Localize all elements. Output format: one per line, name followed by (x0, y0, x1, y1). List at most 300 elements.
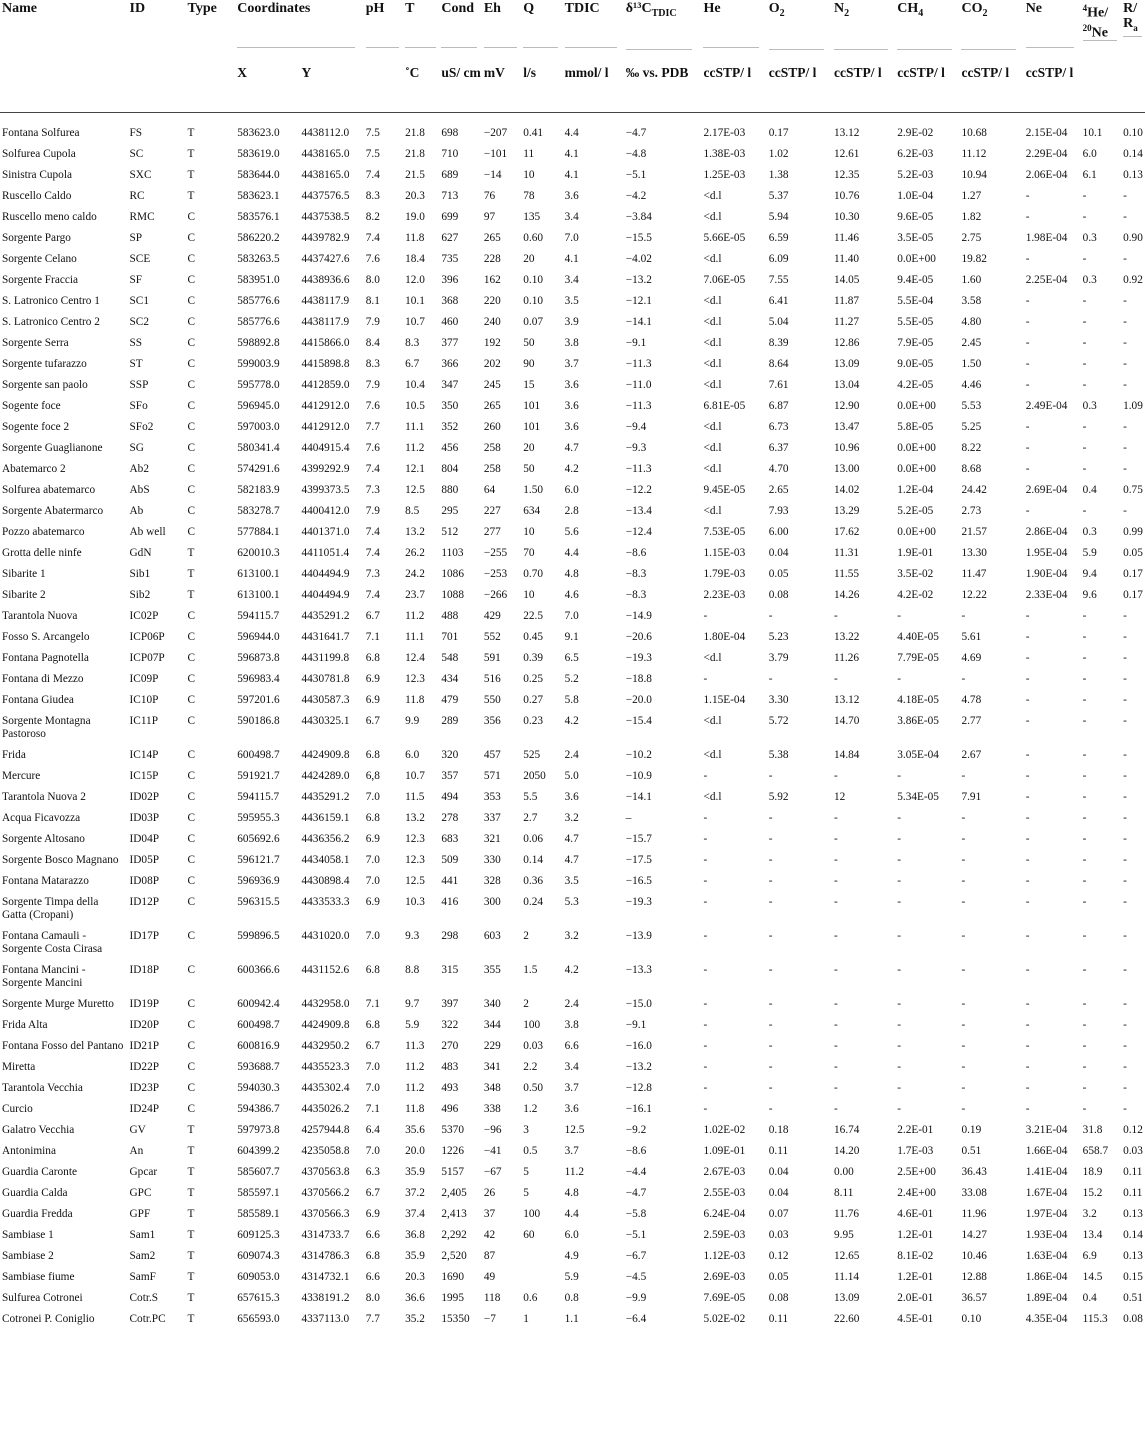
table-cell: 1.09 (1123, 399, 1143, 412)
table-cell: 4314786.3 (301, 1249, 350, 1262)
table-cell: 0.45 (523, 630, 543, 643)
table-cell: ID04P (129, 832, 160, 845)
table-cell: 4412912.0 (301, 420, 350, 433)
table-cell: 4.2 (564, 963, 579, 976)
table-cell: 1.97E-04 (1025, 1207, 1068, 1220)
table-cell: 591921.7 (237, 769, 280, 782)
table-cell: −6.4 (625, 1312, 647, 1325)
table-cell: −11.3 (625, 399, 652, 412)
table-cell: 2 (523, 997, 529, 1010)
table-cell: 0.12 (768, 1249, 789, 1262)
table-cell: 7.0 (365, 929, 380, 942)
table-cell: <d.l (703, 748, 722, 761)
table-cell: 31.8 (1082, 1123, 1103, 1136)
table-cell: 3.9 (564, 315, 579, 328)
table-cell: 4436356.2 (301, 832, 350, 845)
table-cell: 20 (523, 441, 535, 454)
table-cell: 2.55E-03 (703, 1186, 746, 1199)
table-cell: 0.10 (523, 273, 543, 286)
table-cell: 12.86 (834, 336, 860, 349)
table-cell: 7.0 (365, 790, 380, 803)
table-cell: 4435291.2 (301, 609, 350, 622)
table-cell: 1.89E-04 (1025, 1291, 1068, 1304)
table-cell: 804 (441, 462, 459, 475)
table-cell: T (187, 546, 195, 559)
table-cell: 24.42 (961, 483, 987, 496)
table-cell: - (961, 672, 966, 685)
table-cell: 5370 (441, 1123, 464, 1136)
site-name-cell: Fontana Mancini - Sorgente Mancini (2, 963, 86, 989)
table-cell: 24.2 (405, 567, 425, 580)
table-cell: 6.9 (365, 1207, 380, 1220)
table-cell: - (961, 997, 966, 1010)
table-cell: 0.3 (1082, 273, 1097, 286)
table-cell: 2.15E-04 (1025, 126, 1068, 139)
table-cell: - (1123, 294, 1127, 307)
table-cell: 350 (441, 399, 459, 412)
table-cell: - (703, 1018, 708, 1031)
table-cell: C (187, 693, 196, 706)
table-cell: - (834, 895, 838, 908)
table-cell (523, 1246, 564, 1267)
table-cell: - (1082, 189, 1087, 202)
table-cell: 3.79 (768, 651, 789, 664)
table-cell: 4.2E-05 (897, 378, 934, 391)
table-row (0, 228, 1145, 249)
table-cell: 516 (483, 672, 501, 685)
table-cell: 5.2 (564, 672, 579, 685)
table-cell: 4337113.0 (301, 1312, 350, 1325)
table-cell: 0.11 (768, 1144, 789, 1157)
table-cell: T (187, 147, 195, 160)
table-cell: - (1123, 630, 1127, 643)
table-cell: C (187, 231, 196, 244)
table-cell: 12.65 (834, 1249, 860, 1262)
table-cell: - (768, 963, 773, 976)
table-cell: 596983.4 (237, 672, 280, 685)
table-cell: 658.7 (1082, 1144, 1109, 1157)
table-cell: IC11P (129, 714, 158, 727)
site-name-cell: Sorgente san paolo (2, 378, 88, 391)
table-cell: 4434058.1 (301, 853, 350, 866)
site-name-cell: Sulfurea Cotronei (2, 1291, 83, 1304)
table-cell: 12.1 (405, 462, 425, 475)
table-cell: −4.7 (625, 1186, 647, 1199)
site-name-cell: Miretta (2, 1060, 36, 1073)
table-cell: −9.1 (625, 336, 647, 349)
table-cell: - (897, 895, 901, 908)
table-cell: 583623.0 (237, 126, 280, 139)
table-cell: 3.6 (564, 1102, 579, 1115)
table-cell: 16.74 (834, 1123, 860, 1136)
table-cell: 322 (441, 1018, 459, 1031)
table-cell: 5.02E-02 (703, 1312, 746, 1325)
table-cell: - (768, 929, 773, 942)
table-cell: 76 (483, 189, 496, 202)
table-cell: 4404494.9 (301, 588, 350, 601)
table-cell: 1.27 (961, 189, 982, 202)
table-cell: 35.9 (405, 1249, 425, 1262)
table-cell: C (187, 210, 196, 223)
table-cell: GdN (129, 546, 152, 559)
table-cell: - (1082, 462, 1087, 475)
table-cell: 70 (523, 546, 535, 559)
col-n2-header: $N_2$ (834, 0, 897, 50)
site-name-cell: Mercure (2, 769, 41, 782)
table-cell: 591 (483, 651, 501, 664)
table-cell: 5.5E-04 (897, 294, 934, 307)
table-cell: −10.9 (625, 769, 652, 782)
table-cell: 2,292 (441, 1228, 467, 1241)
table-cell: - (1082, 378, 1087, 391)
table-cell: 4412912.0 (301, 399, 350, 412)
table-row (0, 522, 1145, 543)
table-cell: 1.2E-01 (897, 1228, 934, 1241)
table-cell: 0.10 (1123, 126, 1143, 139)
table-cell: 270 (441, 1039, 459, 1052)
table-cell: - (1025, 252, 1030, 265)
table-cell: - (1123, 441, 1127, 454)
table-cell: 101 (523, 399, 541, 412)
table-cell: 512 (441, 525, 459, 538)
table-cell: 14.5 (1082, 1270, 1103, 1283)
table-cell: C (187, 399, 196, 412)
table-cell: 4436159.1 (301, 811, 350, 824)
table-cell: 4.8 (564, 567, 579, 580)
table-cell: 0.13 (1123, 1249, 1143, 1262)
table-cell: 2.4E+00 (897, 1186, 936, 1199)
table-cell: - (1025, 693, 1030, 706)
table-cell: - (1082, 252, 1087, 265)
table-cell: C (187, 1018, 196, 1031)
table-cell: 97 (483, 210, 496, 223)
table-cell: Ab2 (129, 462, 149, 475)
table-cell: 7.4 (365, 588, 380, 601)
col-co2-header: $CO_2$ (961, 0, 1025, 50)
table-cell: 5.5E-05 (897, 315, 934, 328)
table-cell: 583623.1 (237, 189, 280, 202)
col-type-header: Type (187, 1, 217, 16)
table-cell: 22.60 (834, 1312, 860, 1325)
site-name-cell: Sibarite 1 (2, 567, 46, 580)
table-cell: - (897, 963, 901, 976)
table-cell: 8.2 (365, 210, 380, 223)
table-cell: 64 (483, 483, 496, 496)
table-cell: C (187, 929, 196, 942)
table-cell: 3.5E-02 (897, 567, 934, 580)
table-cell: 4.46 (961, 378, 982, 391)
table-cell: C (187, 714, 196, 727)
table-cell: - (834, 853, 838, 866)
table-row (0, 249, 1145, 270)
site-name-cell: Fosso S. Arcangelo (2, 630, 90, 643)
table-cell: 9.4 (1082, 567, 1097, 580)
table-cell: - (1123, 1081, 1127, 1094)
table-cell: RMC (129, 210, 155, 223)
table-cell: 228 (483, 252, 501, 265)
table-cell: 4432958.0 (301, 997, 350, 1010)
table-row (0, 1204, 1145, 1225)
site-name-cell: Tarantola Vecchia (2, 1081, 83, 1094)
table-cell: 600816.9 (237, 1039, 280, 1052)
table-cell: 7.6 (365, 252, 380, 265)
table-cell: C (187, 672, 196, 685)
table-cell: C (187, 630, 196, 643)
table-cell: - (703, 609, 708, 622)
site-name-cell: S. Latronico Centro 2 (2, 315, 100, 328)
table-cell: 2.65 (768, 483, 789, 496)
table-cell: 10.7 (405, 315, 425, 328)
table-cell: 6.59 (768, 231, 789, 244)
table-cell: 3.5E-05 (897, 231, 934, 244)
table-cell: 1.41E-04 (1025, 1165, 1068, 1178)
table-cell: 0.4 (1082, 483, 1097, 496)
table-cell: 6.2E-03 (897, 147, 934, 160)
table-cell: 4338191.2 (301, 1291, 350, 1304)
table-row (0, 1120, 1145, 1141)
table-cell: - (961, 832, 966, 845)
table-cell: - (961, 609, 966, 622)
table-cell: IC02P (129, 609, 159, 622)
table-cell: 11.27 (834, 315, 860, 328)
table-cell: - (768, 832, 773, 845)
table-cell: ID12P (129, 895, 160, 908)
table-cell: 699 (441, 210, 459, 223)
table-cell: 0.13 (1123, 1207, 1143, 1220)
table-cell: 4.4 (564, 126, 579, 139)
table-cell: 1.12E-03 (703, 1249, 746, 1262)
table-cell: 598892.8 (237, 336, 280, 349)
table-cell: 14.70 (834, 714, 860, 727)
table-cell: 7.0 (365, 1081, 380, 1094)
table-cell: 4.7 (564, 853, 579, 866)
table-cell: −4.7 (625, 126, 647, 139)
table-cell: 23.7 (405, 588, 425, 601)
table-cell: - (1025, 504, 1030, 517)
table-cell: 6.41 (768, 294, 789, 307)
table-cell: 429 (483, 609, 501, 622)
table-cell: 5.9 (1082, 546, 1097, 559)
table-cell: SC (129, 147, 144, 160)
table-cell: 289 (441, 714, 459, 727)
site-name-cell: Sambiase fiume (2, 1270, 75, 1283)
table-cell: 710 (441, 147, 459, 160)
table-cell: −9.1 (625, 1018, 647, 1031)
table-cell: 594115.7 (237, 609, 280, 622)
table-cell: 0.14 (1123, 147, 1143, 160)
table-cell: 60 (523, 1228, 535, 1241)
table-cell: 656593.0 (237, 1312, 280, 1325)
table-cell: 494 (441, 790, 459, 803)
table-cell: 5.37 (768, 189, 789, 202)
table-cell: 2050 (523, 769, 546, 782)
table-cell: - (703, 1102, 708, 1115)
table-cell: 0.0E+00 (897, 462, 936, 475)
col-name-header: Name (2, 1, 37, 16)
table-cell: 416 (441, 895, 459, 908)
table-cell: 14.20 (834, 1144, 860, 1157)
table-cell: 5.23 (768, 630, 789, 643)
unit-label: Y (302, 50, 366, 113)
table-cell: 594386.7 (237, 1102, 280, 1115)
table-cell: 20.3 (405, 1270, 425, 1283)
table-header (0, 0, 1145, 112)
table-cell: −20.6 (625, 630, 652, 643)
table-cell: 0.25 (523, 672, 543, 685)
table-cell: 20 (523, 252, 535, 265)
table-cell: SF (129, 273, 143, 286)
table-cell: T (187, 189, 195, 202)
table-cell: 352 (441, 420, 459, 433)
table-cell: - (1025, 210, 1030, 223)
table-cell: - (834, 1039, 838, 1052)
table-cell: 12.22 (961, 588, 987, 601)
table-cell: 14.26 (834, 588, 860, 601)
table-cell: 0.5 (523, 1144, 538, 1157)
table-cell: - (1123, 1018, 1127, 1031)
col-d13c-header: $\delta^{13}C_{TDIC}$ (626, 0, 704, 50)
table-cell: 460 (441, 315, 459, 328)
table-row (0, 787, 1145, 808)
table-cell: 3.21E-04 (1025, 1123, 1068, 1136)
table-cell: 735 (441, 252, 459, 265)
table-cell: 11.46 (834, 231, 860, 244)
table-cell: - (1025, 609, 1030, 622)
table-cell: 609074.3 (237, 1249, 280, 1262)
table-cell: 4435523.3 (301, 1060, 350, 1073)
table-cell: - (1025, 462, 1030, 475)
table-cell: 4399292.9 (301, 462, 350, 475)
table-row (0, 396, 1145, 417)
table-cell: - (768, 1102, 773, 1115)
table-cell: 6.6 (365, 1270, 380, 1283)
table-cell: <d.l (703, 252, 722, 265)
table-cell: 6.73 (768, 420, 789, 433)
table-cell: C (187, 769, 196, 782)
table-cell: - (1123, 832, 1127, 845)
table-cell: 13.2 (405, 811, 425, 824)
table-cell: 0.6 (523, 1291, 538, 1304)
table-cell: - (768, 769, 773, 782)
table-cell: 11.5 (405, 790, 425, 803)
table-cell: 7.61 (768, 378, 789, 391)
table-cell: −12.4 (625, 525, 652, 538)
table-cell: 4235058.8 (301, 1144, 350, 1157)
table-cell: 6.7 (405, 357, 420, 370)
table-row (0, 186, 1145, 207)
table-cell: - (834, 672, 838, 685)
table-cell: 7.4 (365, 168, 380, 181)
table-cell: T (187, 1186, 195, 1199)
col-cond-header: Cond (441, 0, 483, 50)
table-cell: −10.2 (625, 748, 652, 761)
table-cell: 10 (523, 525, 535, 538)
col-q-header: Q (523, 0, 564, 50)
table-cell: 13.29 (834, 504, 860, 517)
table-cell: 3.5 (564, 294, 579, 307)
table-cell: 8.1E-02 (897, 1249, 934, 1262)
table-cell: −13.9 (625, 929, 652, 942)
site-name-cell: Pozzo abatemarco (2, 525, 85, 538)
table-cell: 596315.5 (237, 895, 280, 908)
site-name-cell: Antonimina (2, 1144, 56, 1157)
table-row (0, 564, 1145, 585)
table-cell: 880 (441, 483, 459, 496)
table-cell: 6.8 (365, 811, 380, 824)
table-cell: <d.l (703, 420, 722, 433)
table-cell: 11.2 (405, 1060, 425, 1073)
table-cell: ID19P (129, 997, 160, 1010)
table-cell: 605692.6 (237, 832, 280, 845)
site-name-cell: Abatemarco 2 (2, 462, 66, 475)
table-row (0, 459, 1145, 480)
table-row (0, 1267, 1145, 1288)
table-cell: - (703, 997, 708, 1010)
table-cell: 0.08 (768, 1291, 789, 1304)
table-cell: 590186.8 (237, 714, 280, 727)
table-cell: C (187, 609, 196, 622)
table-row (0, 312, 1145, 333)
table-cell: <d.l (703, 504, 722, 517)
table-cell: 580341.4 (237, 441, 280, 454)
table-cell: <d.l (703, 378, 722, 391)
table-cell: C (187, 790, 196, 803)
table-cell: - (1082, 336, 1087, 349)
table-cell: 8.68 (961, 462, 982, 475)
table-cell: 6.9 (1082, 1249, 1097, 1262)
table-cell: 4438936.6 (301, 273, 350, 286)
units-spacer (0, 50, 130, 113)
table-cell: 634 (523, 504, 541, 517)
col-tdic-header: TDIC (565, 0, 626, 50)
site-name-cell: Sorgente Abatermarco (2, 504, 104, 517)
table-cell: −8.6 (625, 1144, 647, 1157)
table-cell: C (187, 357, 196, 370)
table-cell: 5 (523, 1165, 529, 1178)
table-row (0, 417, 1145, 438)
table-cell: - (768, 811, 773, 824)
table-cell: 100 (523, 1018, 541, 1031)
table-row (0, 1141, 1145, 1162)
table-cell: 11.14 (834, 1270, 860, 1283)
table-cell: 577884.1 (237, 525, 280, 538)
table-cell: 4437427.6 (301, 252, 350, 265)
table-cell: 7.0 (365, 1060, 380, 1073)
table-cell: 11.2 (564, 1165, 585, 1178)
table-cell: - (961, 1102, 966, 1115)
table-cell: 87 (483, 1249, 496, 1262)
table-cell: 11.2 (405, 441, 425, 454)
table-cell: - (1123, 189, 1127, 202)
table-cell: 397 (441, 997, 459, 1010)
table-cell: 18.4 (405, 252, 425, 265)
table-cell: 4404915.4 (301, 441, 350, 454)
table-cell: - (1123, 895, 1127, 908)
table-cell: 13.12 (834, 126, 860, 139)
table-row (0, 165, 1145, 186)
table-cell: 4411051.4 (301, 546, 350, 559)
table-row (0, 808, 1145, 829)
table-cell: 227 (483, 504, 501, 517)
table-cell: - (1123, 1039, 1127, 1052)
table-cell: −207 (483, 126, 508, 139)
table-cell: −12.1 (625, 294, 652, 307)
table-cell: 5.72 (768, 714, 789, 727)
table-cell: <d.l (703, 714, 722, 727)
table-cell: 6.7 (365, 609, 380, 622)
table-cell: 11.1 (405, 420, 425, 433)
table-cell: 15 (523, 378, 535, 391)
